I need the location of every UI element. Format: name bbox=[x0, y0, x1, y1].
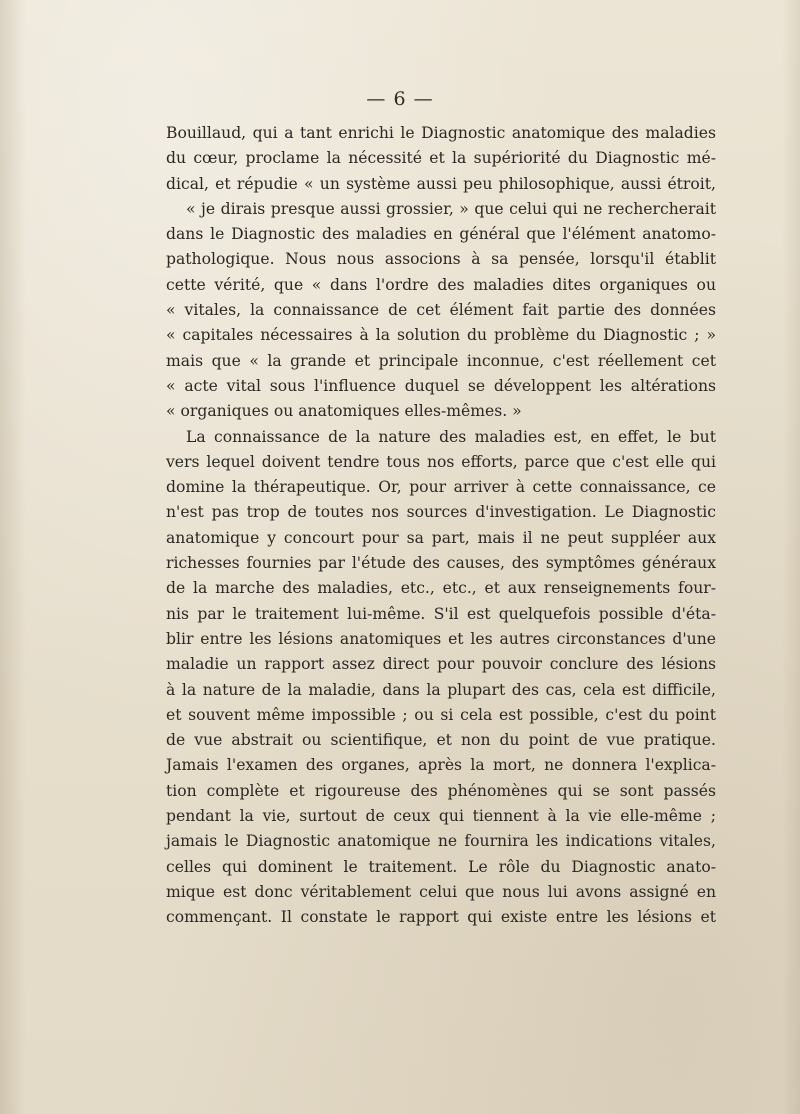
text-line: « acte vital sous l'influence duquel se développent les altérations bbox=[166, 376, 716, 395]
body-text bbox=[166, 121, 716, 931]
text-line: de vue abstrait ou scientifique, et non du point de vue pratique. bbox=[166, 731, 716, 750]
text-line: commençant. Il constate le rapport qui existe entre les lésions et bbox=[166, 908, 716, 927]
text-line: jamais le Diagnostic anatomique ne fournira les indications vitales, bbox=[166, 832, 716, 851]
text-line: de la marche des maladies, etc., etc., et aux renseignements four- bbox=[166, 579, 716, 598]
text-line: « capitales nécessaires à la solution du problème du Diagnostic ; » bbox=[166, 326, 716, 345]
text-line: richesses fournies par l'étude des causes, des symptômes généraux bbox=[166, 554, 716, 573]
text-line: blir entre les lésions anatomiques et les autres circonstances d'une bbox=[166, 629, 716, 648]
text-line: « je dirais presque aussi grossier, » que celui qui ne rechercherait bbox=[186, 199, 716, 218]
text-line: nis par le traitement lui-même. S'il est quelquefois possible d'éta- bbox=[166, 604, 716, 623]
text-line: celles qui dominent le traitement. Le rôle du Diagnostic anato- bbox=[166, 857, 716, 876]
text-line: pendant la vie, surtout de ceux qui tiennent à la vie elle-même ; bbox=[166, 807, 716, 826]
text-line: pathologique. Nous nous associons à sa pensée, lorsqu'il établit bbox=[166, 250, 716, 269]
text-line: cette vérité, que « dans l'ordre des maladies dites organiques ou bbox=[166, 275, 716, 294]
text-line: et souvent même impossible ; ou si cela est possible, c'est du point bbox=[166, 705, 716, 724]
text-line: mique est donc véritablement celui que nous lui avons assigné en bbox=[166, 882, 716, 901]
text-line: « organiques ou anatomiques elles-mêmes. » bbox=[166, 402, 522, 421]
text-line: Bouillaud, qui a tant enrichi le Diagnostic anatomique des maladies bbox=[166, 124, 716, 142]
text-line: vers lequel doivent tendre tous nos efforts, parce que c'est elle qui bbox=[166, 452, 716, 471]
text-line: tion complète et rigoureuse des phénomènes qui se sont passés bbox=[166, 781, 716, 800]
text-line: Jamais l'examen des organes, après la mort, ne donnera l'explica- bbox=[166, 756, 716, 775]
text-line: anatomique y concourt pour sa part, mais il ne peut suppléer aux bbox=[166, 528, 716, 547]
text-line: mais que « la grande et principale inconnue, c'est réellement cet bbox=[166, 351, 716, 370]
text-line: à la nature de la maladie, dans la plupart des cas, cela est difficile, bbox=[166, 680, 716, 699]
text-line: maladie un rapport assez direct pour pouvoir conclure des lésions bbox=[166, 655, 716, 674]
text-line: domine la thérapeutique. Or, pour arriver à cette connaissance, ce bbox=[166, 478, 716, 497]
paragraph-start: La connaissance de la nature des maladies est, en effet, le but bbox=[186, 427, 716, 446]
text-line: dans le Diagnostic des maladies en général que l'élément anatomo- bbox=[166, 225, 716, 244]
text-line: dical, et répudie « un système aussi peu philosophique, aussi étroit, bbox=[166, 174, 716, 193]
text-line: n'est pas trop de toutes nos sources d'investigation. Le Diagnostic bbox=[166, 503, 716, 522]
text-line: du cœur, proclame la nécessité et la supériorité du Diagnostic mé- bbox=[166, 149, 716, 168]
text-line: « vitales, la connaissance de cet élément fait partie des données bbox=[166, 301, 716, 320]
page-number: — 6 — bbox=[366, 88, 434, 110]
